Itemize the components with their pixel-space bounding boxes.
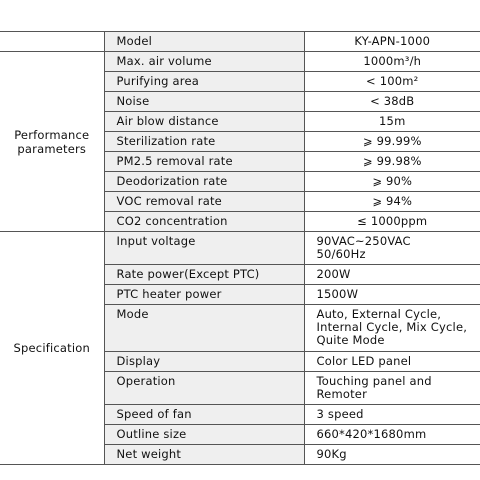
value-line: Quite Mode bbox=[316, 333, 385, 347]
row-value: 15m bbox=[304, 112, 480, 132]
row-value: ⩾ 99.99% bbox=[304, 132, 480, 152]
row-value bbox=[304, 265, 480, 285]
row-label: Speed of fan bbox=[104, 405, 304, 425]
group-label-performance: Performance parameters bbox=[0, 52, 104, 232]
row-label: Purifying area bbox=[104, 72, 304, 92]
row-value: ≤ 1000ppm bbox=[304, 212, 480, 232]
row-label: CO2 concentration bbox=[104, 212, 304, 232]
row-value bbox=[304, 285, 480, 305]
row-label: Sterilization rate bbox=[104, 132, 304, 152]
row-value bbox=[304, 305, 480, 352]
row-value bbox=[304, 445, 480, 465]
table-row bbox=[0, 232, 480, 265]
spec-table bbox=[0, 31, 480, 465]
row-value: < 38dB bbox=[304, 92, 480, 112]
model-value: KY-APN-1000 bbox=[304, 32, 480, 52]
value-line: Remoter bbox=[316, 387, 367, 401]
row-value bbox=[304, 232, 480, 265]
row-label: Air blow distance bbox=[104, 112, 304, 132]
row-label: VOC removal rate bbox=[104, 192, 304, 212]
row-value: ⩾ 99.98% bbox=[304, 152, 480, 172]
table-row-model bbox=[0, 32, 480, 52]
value-line: 90VAC~250VAC bbox=[316, 234, 411, 248]
blank-cell bbox=[0, 32, 104, 52]
row-value: < 100m² bbox=[304, 72, 480, 92]
row-label: Noise bbox=[104, 92, 304, 112]
model-label: Model bbox=[104, 32, 304, 52]
row-label: Max. air volume bbox=[104, 52, 304, 72]
row-value bbox=[304, 425, 480, 445]
row-label: Display bbox=[104, 352, 304, 372]
row-label: Net weight bbox=[104, 445, 304, 465]
row-value bbox=[304, 352, 480, 372]
value-line: 660*420*1680mm bbox=[316, 427, 427, 441]
row-value: 1000m³/h bbox=[304, 52, 480, 72]
value-line: 50/60Hz bbox=[316, 247, 366, 261]
value-line: Auto, External Cycle, bbox=[316, 307, 442, 321]
value-line: Color LED panel bbox=[316, 354, 412, 368]
row-label: Outline size bbox=[104, 425, 304, 445]
value-line: Internal Cycle, Mix Cycle, bbox=[316, 320, 468, 334]
row-value: ⩾ 90% bbox=[304, 172, 480, 192]
row-label: Rate power(Except PTC) bbox=[104, 265, 304, 285]
row-value: ⩾ 94% bbox=[304, 192, 480, 212]
row-label: Input voltage bbox=[104, 232, 304, 265]
row-label: Deodorization rate bbox=[104, 172, 304, 192]
row-label: PM2.5 removal rate bbox=[104, 152, 304, 172]
value-line: 1500W bbox=[316, 287, 359, 301]
row-label: PTC heater power bbox=[104, 285, 304, 305]
row-value bbox=[304, 372, 480, 405]
group-label-specification: Specification bbox=[0, 232, 104, 465]
table-row bbox=[0, 52, 480, 72]
row-value bbox=[304, 405, 480, 425]
row-label: Operation bbox=[104, 372, 304, 405]
value-line: Touching panel and bbox=[316, 374, 432, 388]
row-label: Mode bbox=[104, 305, 304, 352]
value-line: 90Kg bbox=[316, 447, 347, 461]
value-line: 200W bbox=[316, 267, 351, 281]
value-line: 3 speed bbox=[316, 407, 364, 421]
